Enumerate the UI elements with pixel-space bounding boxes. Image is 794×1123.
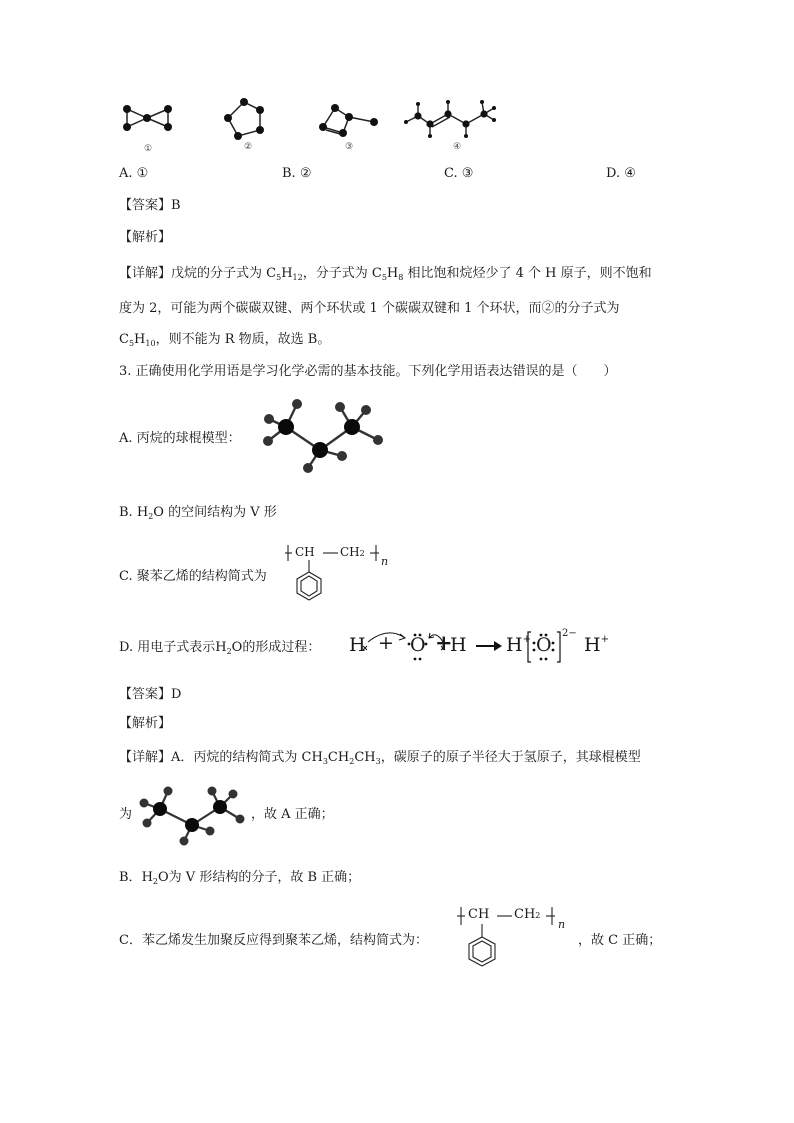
polymer-ch2-explain: CH2: [514, 907, 541, 922]
molecule-figure-2: [222, 96, 272, 142]
electron-formation-process: [348, 624, 628, 666]
q3-stem: 3. 正确使用化学用语是学习化学必需的基本技能。下列化学用语表达错误的是（ ）: [119, 364, 617, 379]
electron-h-left: H: [349, 634, 366, 656]
figure-label-1: ①: [143, 144, 153, 154]
option-d: D. ④: [606, 166, 636, 181]
q3-explain-a-post: ，故 A 正确；: [251, 807, 334, 822]
q2-detail-line-1: 【详解】戊烷的分子式为 $C_5H_{12}$，分子式为 $C_5H_8$ 相比饱和烷烃少了 4 个 H 原子，则不饱和: [119, 266, 652, 282]
q3-answer: 【答案】D: [119, 687, 182, 702]
q2-analysis-tag: 【解析】: [119, 230, 172, 245]
figure-label-4: ④: [452, 142, 462, 152]
polymer-n-explain: n: [558, 918, 566, 931]
option-c: C. ③: [444, 166, 474, 181]
propane-ball-stick-model-small: [134, 781, 250, 851]
q3-explain-c-pre: C．苯乙烯发生加聚反应得到聚苯乙烯，结构简式为：: [119, 933, 428, 948]
polymer-ch-c: CH: [295, 545, 315, 559]
figure-label-3: ③: [344, 142, 354, 152]
option-b: B. ②: [282, 166, 312, 181]
q2-answer: 【答案】B: [119, 198, 181, 213]
molecule-figure-1: [118, 100, 178, 140]
q3-explain-c-post: ，故 C 正确；: [578, 933, 662, 948]
electron-plus-bold: +: [435, 630, 453, 655]
q3-option-d: D. 用电子式表示$H_2O$的形成过程：: [119, 640, 321, 656]
option-a: A. ①: [119, 166, 149, 181]
q2-detail-line-2: 度为 2，可能为两个碳碳双键、两个环状或 1 个碳碳双键和 1 个环状，而②的分子式为: [119, 301, 620, 316]
electron-h-right: H: [450, 634, 467, 656]
q3-option-c: C. 聚苯乙烯的结构简式为: [119, 569, 267, 584]
polymer-ch2-c: CH2: [340, 545, 365, 559]
polymer-ch-explain: CH: [468, 907, 490, 922]
product-h-right: H+: [584, 634, 609, 656]
electron-plus: +: [378, 632, 394, 654]
electron-o: O: [410, 634, 426, 656]
polystyrene-formula-c: [283, 540, 403, 606]
molecule-figure-4: [400, 96, 500, 140]
polymer-n-c: n: [381, 555, 389, 568]
q3-option-b: B. $H_2O$ 的空间结构为 V 形: [119, 505, 277, 521]
figure-label-2: ②: [243, 142, 253, 152]
polystyrene-formula-explain: [455, 902, 575, 974]
q3-explain-a: 【详解】A．丙烷的结构简式为 $CH_3CH_2CH_3$，碳原子的原子半径大于氢原子，其球棍模型: [119, 750, 641, 766]
product-h-left: H+: [506, 634, 531, 656]
q3-analysis-tag: 【解析】: [119, 716, 172, 731]
product-o: O: [536, 634, 552, 656]
product-charge: 2−: [562, 628, 577, 639]
q3-option-a: A. 丙烷的球棍模型：: [119, 431, 241, 446]
propane-ball-stick-model: [256, 394, 386, 484]
q2-detail-line-3: $C_5H_{10}$，则不能为 R 物质，故选 B。: [119, 332, 331, 348]
q3-explain-a-wei: 为: [119, 807, 133, 822]
molecule-figure-3: [316, 100, 382, 140]
q3-explain-b: B．$H_2O$为 V 形结构的分子，故 B 正确；: [119, 870, 361, 886]
